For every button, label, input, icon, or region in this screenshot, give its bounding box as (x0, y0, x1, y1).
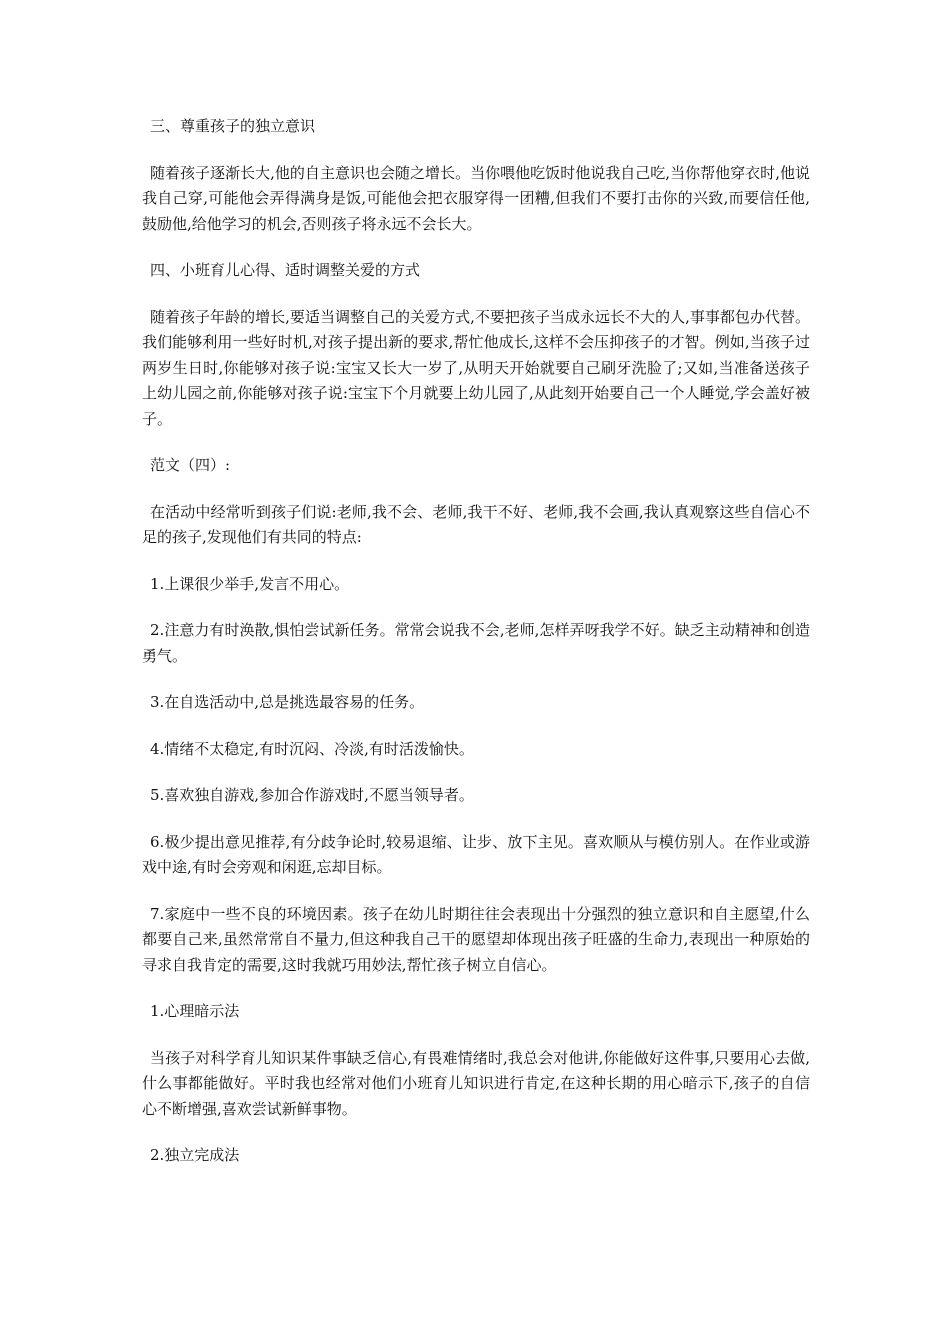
list-item-7: 7.家庭中一些不良的环境因素。孩子在幼儿时期往往会表现出十分强烈的独立意识和自主愿望,什么都要自己来,虽然常常自不量力,但这种我自己干的愿望却体现出孩子旺盛的生命力,表现出一种原始的寻求自我肯定的需要,这时我就巧用妙法,帮忙孩子树立自信心。 (142, 904, 810, 974)
list-item-3: 3.在自选活动中,总是挑选最容易的任务。 (150, 693, 425, 711)
list-item-5: 5.喜欢独自游戏,参加合作游戏时,不愿当领导者。 (150, 786, 474, 804)
list-item-1: 1.上课很少举手,发言不用心。 (150, 574, 350, 593)
document-body (142, 114, 810, 1169)
list-item-6: 6.极少提出意见推荐,有分歧争论时,较易退缩、让步、放下主见。喜欢顺从与模仿别人。在作业或游戏中途,有时会旁观和闲逛,忘却目标。 (142, 832, 810, 876)
paragraph-suggestion: 当孩子对科学育儿知识某件事缺乏信心,有畏难情绪时,我总会对他讲,你能做好这件事,只要用心去做,什么事都能做好。平时我也经常对他们小班育儿知识进行肯定,在这种长期的用心暗示下,孩子的自信心不断增强,喜欢尝试新鲜事物。 (142, 1048, 810, 1118)
paragraph-observation: 在活动中经常听到孩子们说:老师,我不会、老师,我干不好、老师,我不会画,我认真观察这些自信心不足的孩子,发现他们有共同的特点: (142, 502, 810, 546)
section-heading-4: 四、小班育儿心得、适时调整关爱的方式 (150, 261, 421, 279)
paragraph-care-adjust: 随着孩子年龄的增长,要适当调整自己的关爱方式,不要把孩子当成永远长不大的人,事事都包办代替。我们能够利用一些好时机,对孩子提出新的要求,帮忙他成长,这样不会压抑孩子的才智。例如,当孩子过两岁生日时,你能够对孩子说:宝宝又长大一岁了,从明天开始就要自己刷牙洗脸了;又如,当准备送孩子上幼儿园之前,你能够对孩子说:宝宝下个月就要上幼儿园了,从此刻开始要自己一个人睡觉,学会盖好被子。 (142, 307, 810, 428)
section-heading-3: 三、尊重孩子的独立意识 (150, 117, 316, 135)
sample-heading: 范文（四）: (150, 456, 231, 474)
list-item-4: 4.情绪不太稳定,有时沉闷、冷淡,有时活泼愉快。 (150, 739, 474, 758)
list-item-2: 2.注意力有时涣散,惧怕尝试新任务。常常会说我不会,老师,怎样弄呀我学不好。缺乏主动精神和创造勇气。 (142, 621, 810, 665)
method-heading-2: 2.独立完成法 (150, 1146, 240, 1164)
paragraph-independence: 随着孩子逐渐长大,他的自主意识也会随之增长。当你喂他吃饭时他说我自己吃,当你帮他穿衣时,他说我自己穿,可能他会弄得满身是饭,可能他会把衣服穿得一团糟,但我们不要打击你的兴致,而要信任他,鼓励他,给他学习的机会,否则孩子将永远不会长大。 (142, 163, 810, 233)
method-heading-1: 1.心理暗示法 (150, 1002, 240, 1020)
